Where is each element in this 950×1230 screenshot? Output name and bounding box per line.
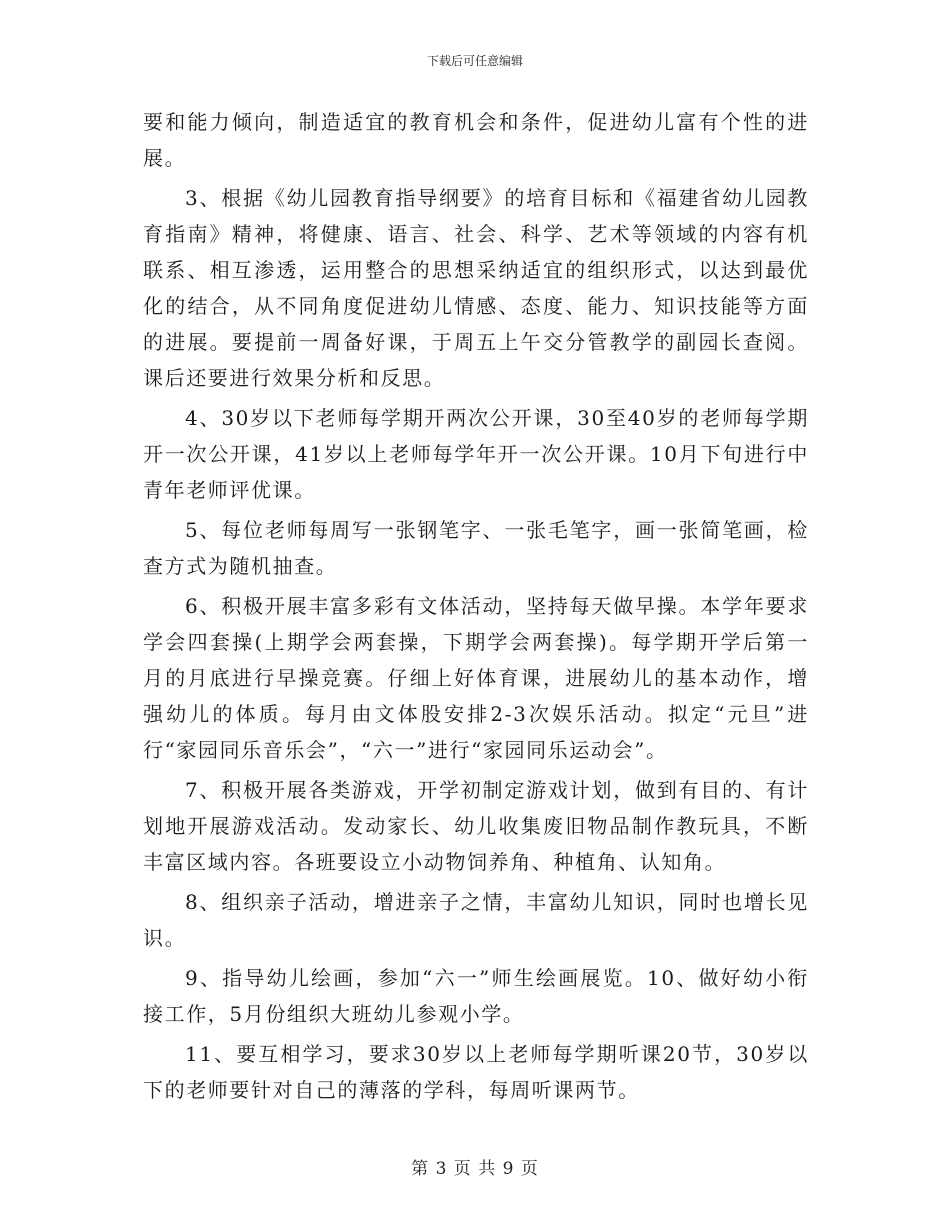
paragraph-item-5: 5、每位老师每周写一张钢笔字、一张毛笔字，画一张简笔画，检查方式为随机抽查。 [143, 518, 809, 578]
paragraph-item-6: 6、积极开展丰富多彩有文体活动，坚持每天做早操。本学年要求学会四套操(上期学会两套操，下期学会两套操)。每学期开学后第一月的月底进行早操竞赛。仔细上好体育课，进展幼儿的基本动作，增强幼儿的体质。每月由文体股安排2-3次娱乐活动。拟定“元旦”进行“家园同乐音乐会”，“六一”进行“家园同乐运动会”。 [143, 594, 809, 762]
page-header: 下载后可任意编辑 [426, 54, 523, 68]
paragraph-item-3: 3、根据《幼儿园教育指导纲要》的培育目标和《福建省幼儿园教育指南》精神，将健康、语言、社会、科学、艺术等领域的内容有机联系、相互渗透，运用整合的思想采纳适宜的组织形式，以达到最优化的结合，从不同角度促进幼儿情感、态度、能力、知识技能等方面的进展。要提前一周备好课，于周五上午交分管教学的副园长查阅。课后还要进行效果分析和反思。 [143, 186, 809, 390]
paragraph-item-9-10: 9、指导幼儿绘画，参加“六一”师生绘画展览。10、做好幼小衔接工作，5月份组织大班幼儿参观小学。 [143, 966, 809, 1026]
document-body [143, 104, 809, 1112]
paragraph-item-4: 4、30岁以下老师每学期开两次公开课，30至40岁的老师每学期开一次公开课，41岁以上老师每学年开一次公开课。10月下旬进行中青年老师评优课。 [143, 406, 809, 502]
page-number-footer: 第 3 页 共 9 页 [411, 1159, 539, 1179]
paragraph-continuation: 要和能力倾向，制造适宜的教育机会和条件，促进幼儿富有个性的进展。 [143, 110, 809, 170]
paragraph-item-8: 8、组织亲子活动，增进亲子之情，丰富幼儿知识，同时也增长见识。 [143, 890, 809, 950]
paragraph-item-7: 7、积极开展各类游戏，开学初制定游戏计划，做到有目的、有计划地开展游戏活动。发动家长、幼儿收集废旧物品制作教玩具，不断丰富区域内容。各班要设立小动物饲养角、种植角、认知角。 [143, 778, 809, 874]
paragraph-item-11: 11、要互相学习，要求30岁以上老师每学期听课20节，30岁以下的老师要针对自己的薄落的学科，每周听课两节。 [143, 1042, 809, 1102]
